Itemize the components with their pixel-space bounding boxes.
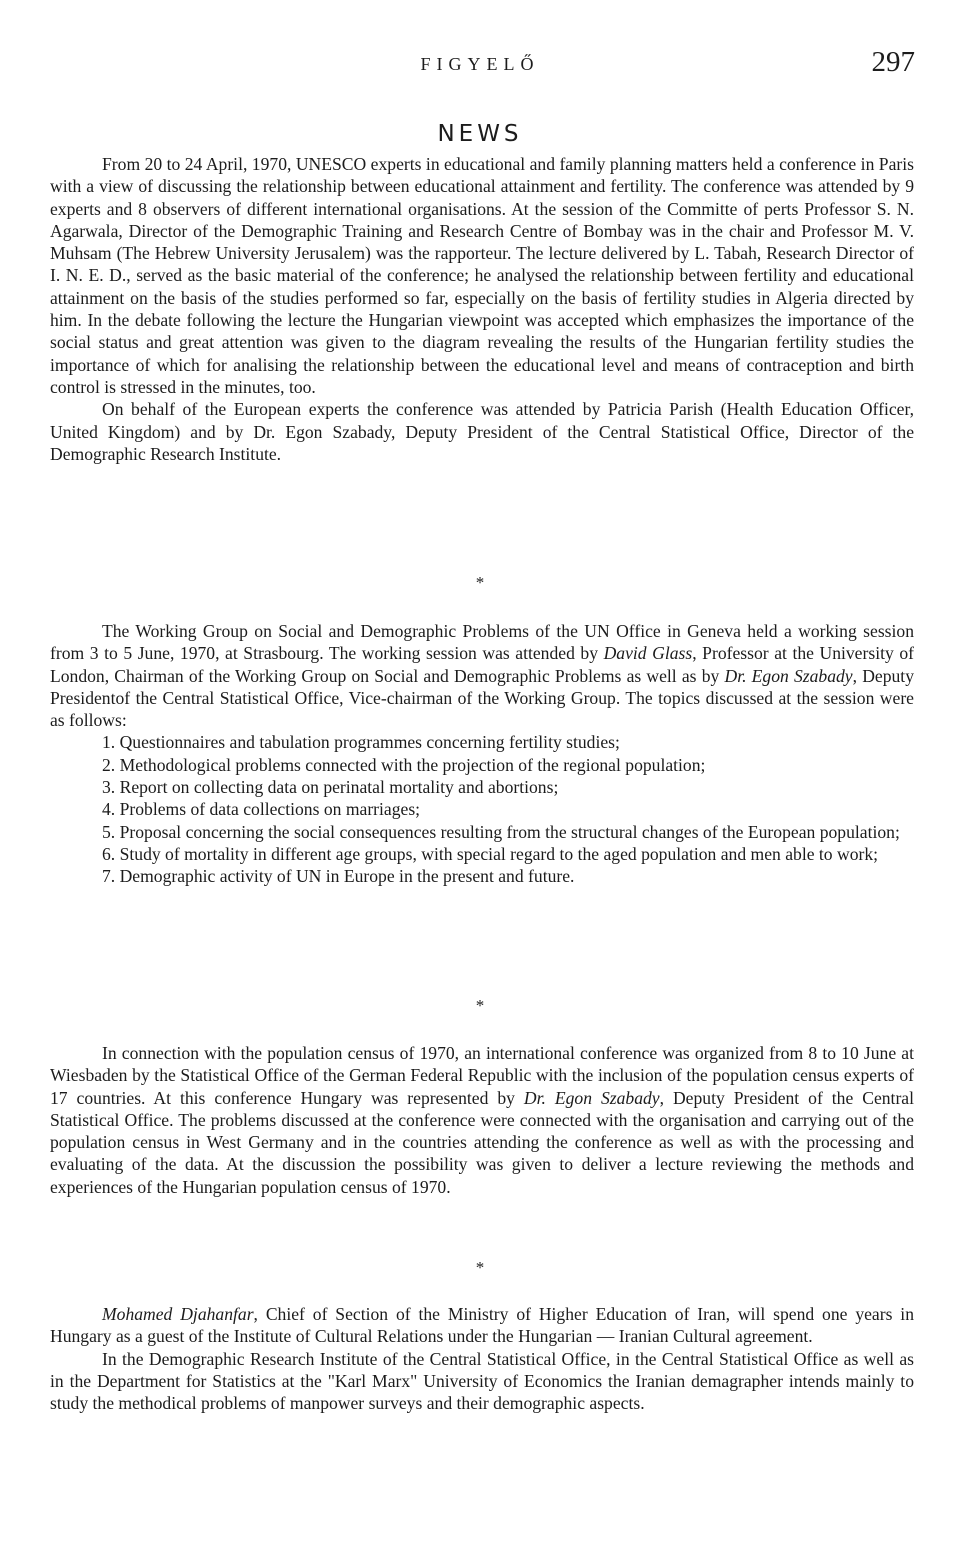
paragraph	[50, 620, 914, 731]
person-name: David Glass	[603, 643, 693, 664]
running-head	[0, 46, 960, 82]
person-name: Mohamed Djahanfar	[102, 1304, 254, 1324]
text-run: , Deputy Presidentof the Central Statistical Office, Vice-chairman of the Working Group. The topics discussed at the session were as follows:	[50, 665, 914, 731]
news-item-un-working-group	[50, 620, 914, 888]
list-item: 4. Problems of data collections on marriages;	[102, 799, 421, 820]
list-item: 6. Study of mortality in different age groups, with special regard to the aged population and men able to work;	[102, 843, 879, 864]
list-item: 2. Methodological problems connected with the projection of the regional population;	[102, 754, 706, 775]
news-item-iranian-guest	[50, 1303, 914, 1414]
paragraph	[50, 1042, 914, 1198]
news-item-wiesbaden-conference	[50, 1042, 914, 1198]
text-run: , Deputy President of the Central Statistical Office. The problems discussed at the conference were connected with the organisation and carrying out of the population census in West Germany and in the countries attending the conference as well as with the processing and evaluating of the data. At the discussion the possibility was given to deliver a lecture reviewing the methods and experiences of the Hungarian population census of 1970.	[50, 1087, 915, 1197]
text-run: The Working Group on Social and Demographic Problems of the UN Office in Geneva held a working session from 3 to 5 June, 1970, at Strasbourg. The working session was attended by	[50, 621, 914, 664]
topics-list	[50, 731, 914, 887]
paragraph: In the Demographic Research Institute of the Central Statistical Office, in the Central Statistical Office as well as in the Department for Statistics at the "Karl Marx" University of Economics the Iranian demagrapher intends mainly to study the methodical problems of manpower surveys and their demographic aspects.	[50, 1348, 914, 1414]
news-item-unesco-conference	[50, 153, 914, 465]
journal-name: FIGYELŐ	[420, 54, 540, 74]
list-item: 7. Demographic activity of UN in Europe in the present and future.	[102, 866, 575, 887]
paragraph	[50, 1303, 914, 1348]
text-run: In connection with the population census of 1970, an international conference was organized from 8 to 10 June at Wiesbaden by the Statistical Office of the German Federal Republic with the inclusion of the population census experts of 17 countries. At this conference Hungary was represented by	[50, 1043, 914, 1108]
section-separator: *	[475, 1258, 485, 1277]
text-run: , Professor at the University of London, Chairman of the Working Group on Social and Demographic Problems as well as by	[50, 643, 914, 686]
paragraph: On behalf of the European experts the conference was attended by Patricia Parish (Health Education Officer, United Kingdom) and by Dr. Egon Szabady, Deputy President of the Central Statistical Office, Director of the Demographic Research Institute.	[50, 399, 914, 464]
section-title: NEWS	[437, 121, 523, 148]
text-run: , Chief of Section of the Ministry of Higher Education of Iran, will spend one years in Hungary as a guest of the Institute of Cultural Relations under the Hungarian — Iranian Cultural agreement.	[50, 1304, 914, 1347]
list-item: 5. Proposal concerning the social consequences resulting from the structural changes of the European population;	[102, 821, 900, 842]
section-separator: *	[475, 996, 485, 1015]
paragraph: From 20 to 24 April, 1970, UNESCO experts in educational and family planning matters held a conference in Paris with a view of discussing the relationship between educational attainment and fertility. The conference was attended by 9 experts and 8 observers of different international organisations. At the session of the Committe of perts Professor S. N. Agarwala, Director of the Demographic Training and Research Centre of Bombay was in the chair and Professor M. V. Muhsam (The Hebrew University Jerusalem) was the rapporteur. The lecture delivered by L. Tabah, Research Director of I. N. E. D., served as the basic material of the conference; he analysed the relationship between fertility and educational attainment on the basis of the studies performed so far, especially on the basis of fertility studies in Algeria directed by him. In the debate following the lecture the Hungarian viewpoint was accepted which emphasizes the importance of the social status and great attention was given to the diagram revealing the results of the Hungarian fertility studies the importance of which for analising the relationship between the educational level and means of contraception and birth control is stressed in the minutes, too.	[50, 154, 914, 397]
section-separator: *	[475, 573, 485, 592]
page-number: 297	[871, 46, 915, 78]
person-name: Dr. Egon Szabady	[523, 1087, 660, 1108]
list-item: 1. Questionnaires and tabulation programmes concerning fertility studies;	[102, 732, 620, 753]
list-item: 3. Report on collecting data on perinatal mortality and abortions;	[102, 777, 559, 798]
person-name: Dr. Egon Szabady	[724, 665, 853, 686]
